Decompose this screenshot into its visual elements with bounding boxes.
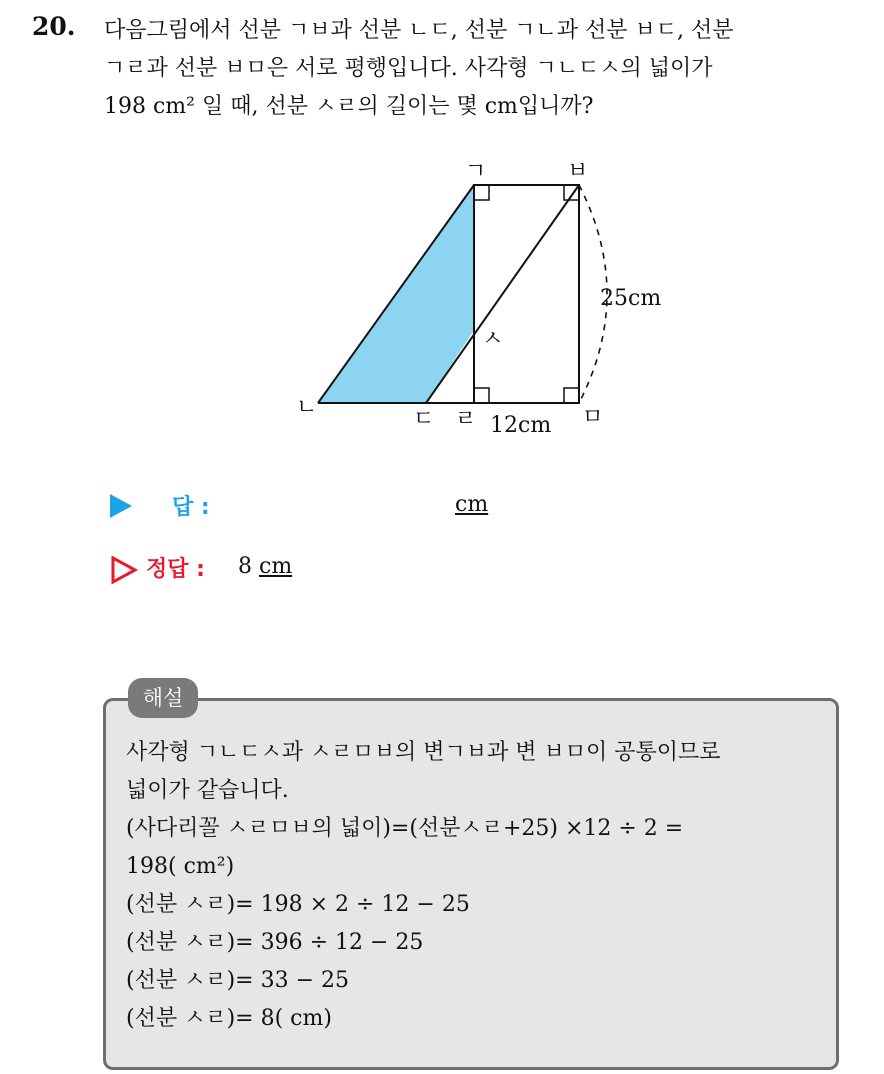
explanation-line: (선분 ㅅㄹ)= 396 ÷ 12 − 25: [126, 930, 424, 955]
height-label: 25cm: [600, 286, 662, 311]
right-angle-mark: [474, 388, 489, 403]
explanation-text: [126, 734, 826, 1038]
explanation-line: (사다리꼴 ㅅㄹㅁㅂ의 넓이)=(선분ㅅㄹ+25) ×12 ÷ 2 =: [126, 816, 684, 841]
point-label-m: ㅁ: [582, 405, 604, 430]
correct-arrow-icon: [110, 555, 140, 585]
answer-unit: cm: [455, 492, 489, 517]
explanation-line: (선분 ㅅㄹ)= 8( cm): [126, 1006, 332, 1031]
point-label-b: ㅂ: [567, 159, 589, 184]
geometry-figure: [0, 0, 884, 480]
right-angle-mark: [564, 388, 579, 403]
question-line: 198 cm² 일 때, 선분 ㅅㄹ의 길이는 몇 cm입니까?: [104, 94, 594, 119]
correct-answer-number: 8: [238, 554, 252, 579]
explanation-line: 넓이가 같습니다.: [126, 778, 289, 803]
question-line: 다음그림에서 선분 ㄱㅂ과 선분 ㄴㄷ, 선분 ㄱㄴ과 선분 ㅂㄷ, 선분: [104, 18, 734, 43]
correct-answer-value: [238, 554, 292, 579]
point-label-g: ㄱ: [465, 159, 487, 184]
point-label-d: ㄷ: [413, 407, 435, 432]
point-label-s: ㅅ: [482, 327, 504, 352]
explanation-line: (선분 ㅅㄹ)= 33 − 25: [126, 968, 350, 993]
right-angle-mark: [474, 185, 489, 200]
correct-answer-label: 정답 :: [146, 557, 205, 582]
rectangle-outline: [474, 185, 579, 403]
question-number: 20.: [32, 12, 76, 41]
point-label-n: ㄴ: [296, 395, 318, 420]
answer-arrow-icon: [110, 494, 132, 518]
width-label: 12cm: [490, 413, 552, 438]
explanation-line: 198( cm²): [126, 854, 235, 879]
explanation-line: 사각형 ㄱㄴㄷㅅ과 ㅅㄹㅁㅂ의 변ㄱㅂ과 변 ㅂㅁ이 공통이므로: [126, 740, 721, 765]
answer-label: 답 :: [172, 495, 210, 520]
question-line: ㄱㄹ과 선분 ㅂㅁ은 서로 평행입니다. 사각형 ㄱㄴㄷㅅ의 넓이가: [104, 56, 713, 81]
correct-answer-unit: cm: [259, 554, 293, 579]
point-label-r: ㄹ: [455, 407, 477, 432]
explanation-line: (선분 ㅅㄹ)= 198 × 2 ÷ 12 − 25: [126, 892, 470, 917]
explanation-tag: 해설: [128, 678, 198, 718]
